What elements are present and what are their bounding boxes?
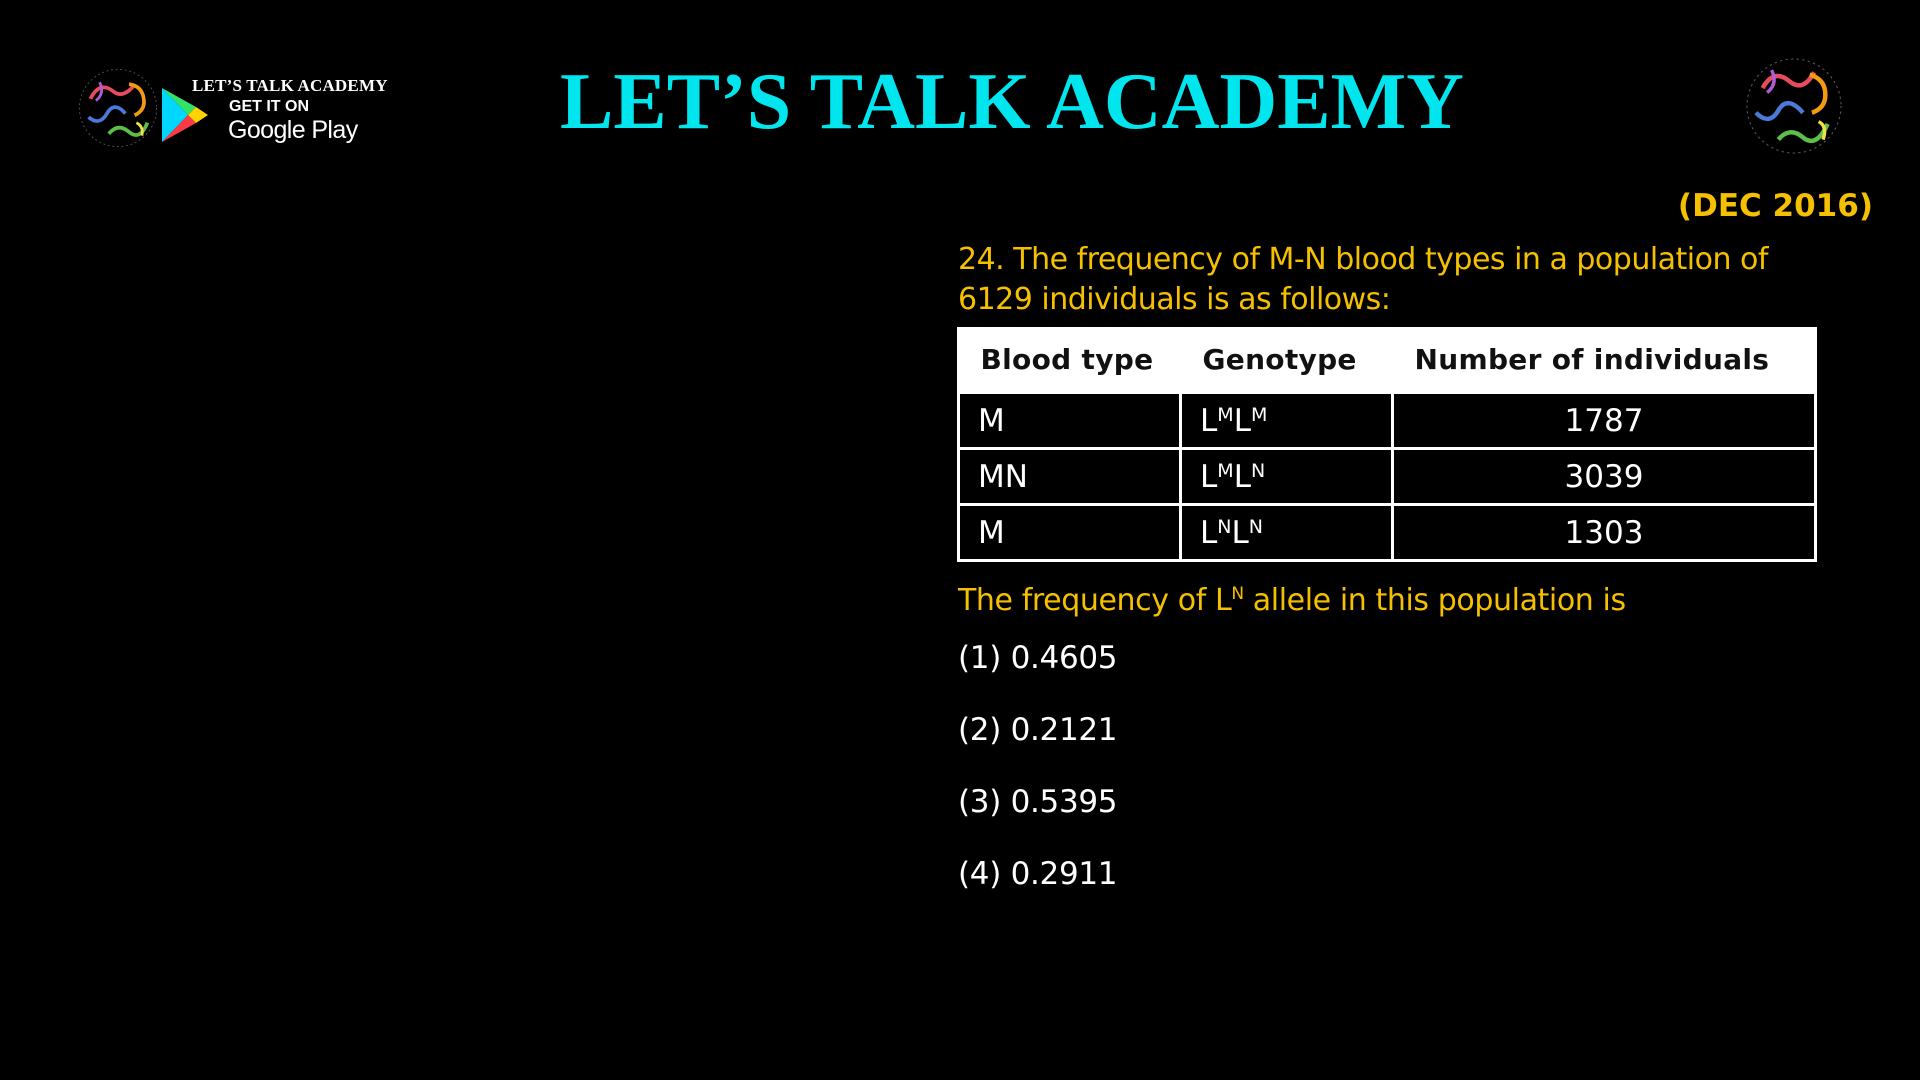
answer-option-2[interactable]: (2) 0.2121 — [958, 712, 1118, 748]
genotype-table — [957, 327, 1817, 559]
allele-superscript: N — [1250, 459, 1266, 482]
table-row — [959, 505, 1816, 561]
column-header-blood-type: Blood type — [959, 327, 1181, 393]
allele-superscript: M — [1217, 403, 1234, 426]
genotype-allele: L — [1200, 514, 1218, 551]
genotype-allele: L — [1231, 514, 1249, 551]
answer-option-1[interactable]: (1) 0.4605 — [958, 640, 1118, 676]
badge-store-name: Google Play — [228, 116, 358, 144]
table-row — [959, 393, 1816, 449]
genotype-allele: L — [1233, 458, 1251, 495]
google-play-badge[interactable] — [158, 76, 418, 156]
exam-session-tag: (DEC 2016) — [1677, 188, 1873, 224]
genotype-cell — [1181, 449, 1393, 505]
genotype-allele: L — [1200, 402, 1218, 439]
allele-superscript: N — [1248, 515, 1263, 538]
blood-type-cell: M — [959, 505, 1181, 561]
question-text: 24. The frequency of M-N blood types in a population of 6129 individuals is as follows: — [958, 242, 1768, 317]
answer-option-3[interactable]: (3) 0.5395 — [958, 784, 1118, 820]
prompt-text-after: allele in this population is — [1243, 583, 1626, 618]
individuals-count-cell: 1787 — [1393, 393, 1816, 449]
genotype-cell — [1181, 393, 1393, 449]
allele-superscript: M — [1217, 459, 1234, 482]
protein-structure-logo-icon — [1738, 50, 1850, 162]
table-header-row — [959, 327, 1816, 393]
genotype-allele: L — [1200, 458, 1218, 495]
blood-type-cell: MN — [959, 449, 1181, 505]
prompt-text-before: The frequency of L — [958, 583, 1232, 618]
answer-option-4[interactable]: (4) 0.2911 — [958, 856, 1118, 892]
question-prompt — [958, 583, 1626, 618]
protein-structure-logo-icon — [72, 62, 164, 154]
blood-type-cell: M — [959, 393, 1181, 449]
table-row — [959, 449, 1816, 505]
column-header-number-of-individuals: Number of individuals — [1393, 327, 1816, 393]
column-header-genotype: Genotype — [1181, 327, 1393, 393]
genotype-cell — [1181, 505, 1393, 561]
allele-superscript: N — [1217, 515, 1232, 538]
individuals-count-cell: 1303 — [1393, 505, 1816, 561]
badge-get-it-on-text: GET IT ON — [229, 98, 309, 115]
allele-superscript: M — [1250, 403, 1268, 426]
badge-brand-text: LET’S TALK ACADEMY — [192, 76, 388, 95]
page-title: LET’S TALK ACADEMY — [560, 58, 1464, 146]
genotype-allele: L — [1233, 402, 1251, 439]
prompt-allele-superscript: N — [1231, 584, 1244, 604]
individuals-count-cell: 3039 — [1393, 449, 1816, 505]
